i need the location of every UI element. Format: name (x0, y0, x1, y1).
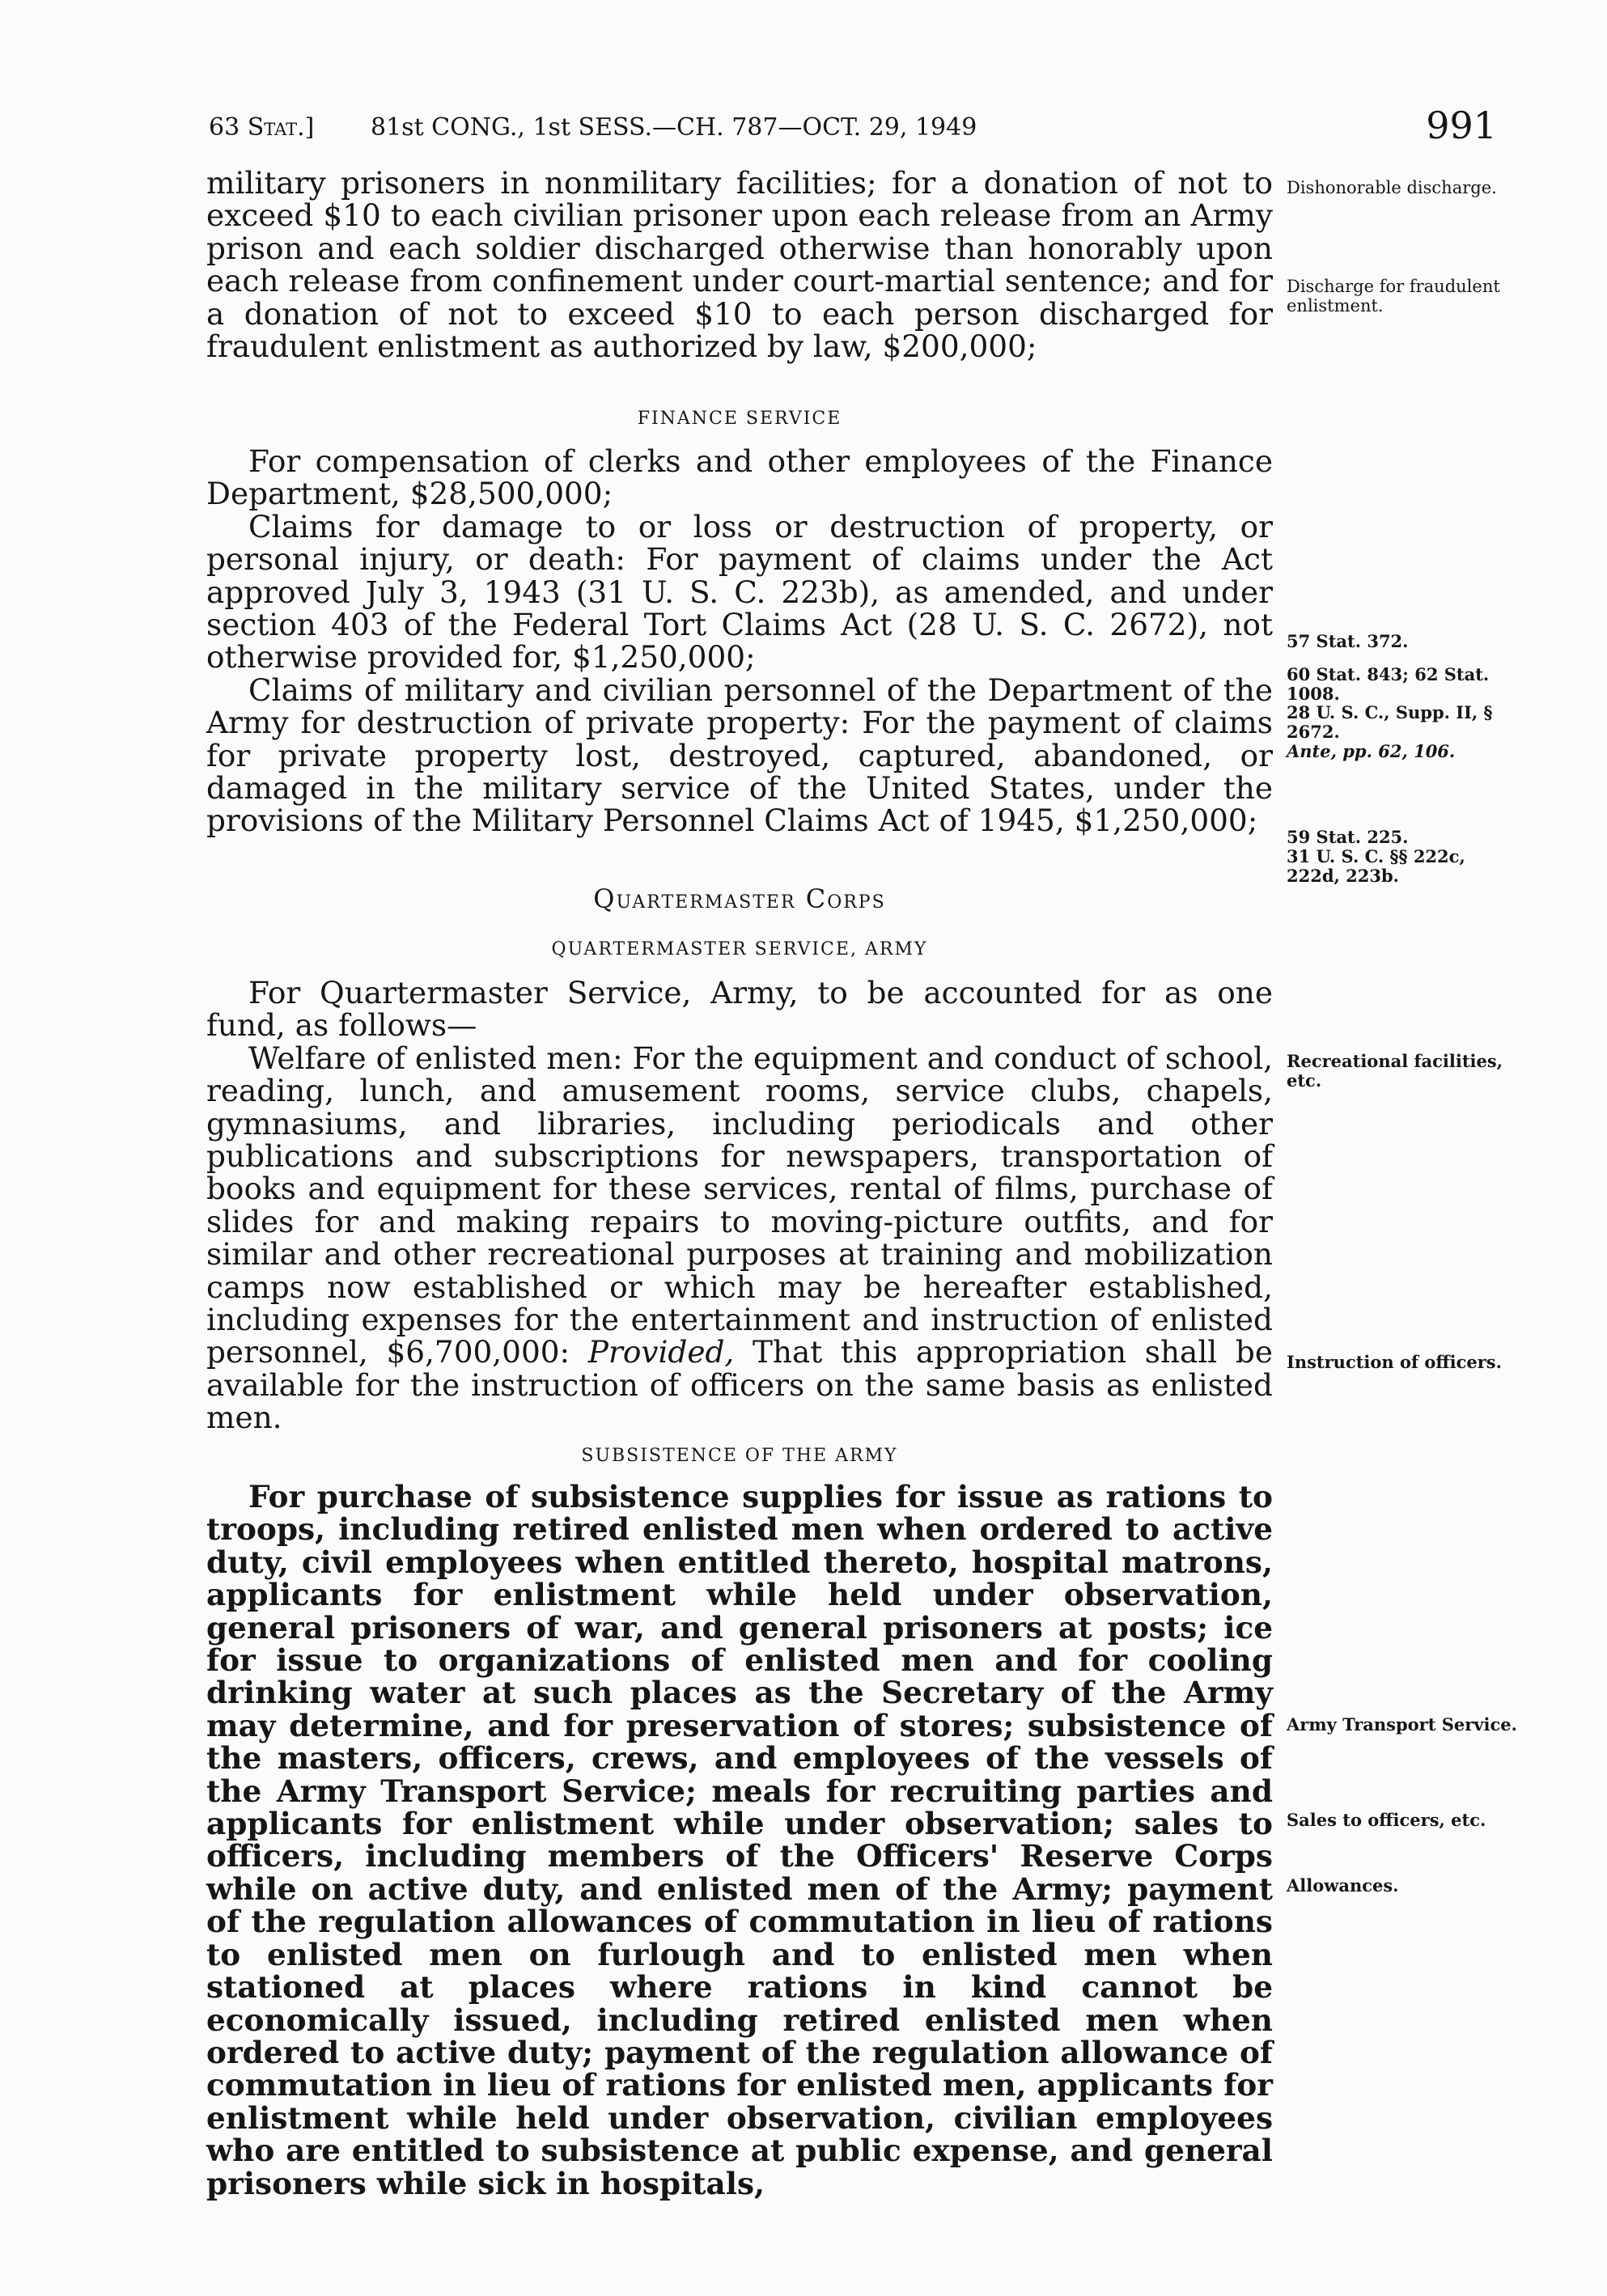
welfare-paragraph (206, 1042, 1273, 1434)
margin-note-instruction: Instruction of officers. (1287, 1352, 1502, 1372)
opening-paragraph-block (206, 165, 1273, 365)
provided-proviso: Provided, (587, 1334, 735, 1370)
margin-note-fraudulent: Discharge for fraudulent enlistment. (1287, 277, 1500, 316)
finance-block (206, 445, 1273, 837)
margin-note-recreational: Recreational facilities, etc. (1287, 1051, 1503, 1091)
margin-note-60-stat: 60 Stat. 843; 62 Stat. 1008. (1287, 664, 1490, 704)
opening-paragraph: military prisoners in nonmilitary facilities; for a donation of not to exceed $10 to each civilian prisoner upon each release from an Army prison and each soldier discharged otherwise than honorably upon each release from confinement under court-martial sentence; and for a donation of not to exceed $10 to each person discharged for fraudulent enlistment as authorized by law, $200,000; (206, 165, 1273, 365)
finance-compensation-paragraph: For compensation of clerks and other employees of the Finance Department, $28,500,000; (206, 443, 1273, 512)
subsistence-block (206, 1481, 1273, 2200)
finance-claims-damage-paragraph: Claims for damage to or loss or destruction of property, or personal injury, or death: For payment of claims under the Act approved July 3, 1943 (31 U. S. C. 223b), as amended, and under section 403 of the Federal Tort Claims Act (28 U. S. C. 2672), not otherwise provided for, $1,250,000; (206, 508, 1273, 676)
subsistence-paragraph: For purchase of subsistence supplies for issue as rations to troops, including retired enlisted men when ordered to active duty, civil employees when entitled thereto, hospital matrons, applicants for enlistment while held under observation, general prisoners of war, and general prisoners at posts; ice for issue to organizations of enlisted men and for cooling drinking water at such places as the Secretary of the Army may determine, and for preservation of stores; subsistence of the masters, officers, crews, and employees of the vessels of the Army Transport Service; meals for recruiting parties and applicants for enlistment while under observation; sales to officers, including members of the Officers' Reserve Corps while on active duty, and enlisted men of the Army; payment of the regulation allowances of commutation in lieu of rations to enlisted men on furlough and to enlisted men when stationed at places where rations in kind cannot be economically issued, including retired enlisted men when ordered to active duty; payment of the regulation allowance of commutation in lieu of rations for enlisted men, applicants for enlistment while held under observation, civilian employees who are entitled to subsistence at public expense, and general prisoners while sick in hospitals, (206, 1479, 1273, 2201)
quartermaster-fund-paragraph: For Quartermaster Service, Army, to be accounted for as one fund, as follows— (206, 975, 1273, 1044)
margin-note-army-transport: Army Transport Service. (1287, 1714, 1517, 1735)
quartermaster-service-heading: QUARTERMASTER SERVICE, ARMY (551, 939, 928, 959)
margin-note-ante: Ante, pp. 62, 106. (1287, 741, 1456, 761)
quartermaster-corps-heading: Quartermaster Corps (593, 883, 886, 914)
finance-service-heading: FINANCE SERVICE (637, 409, 842, 429)
volume-reference: 63 Stat.] (209, 113, 315, 142)
margin-note-31-usc: 31 U. S. C. §§ 222c, 222d, 223b. (1287, 846, 1465, 886)
margin-note-57-stat: 57 Stat. 372. (1287, 631, 1409, 651)
margin-note-59-stat: 59 Stat. 225. (1287, 827, 1409, 847)
margin-note-sales: Sales to officers, etc. (1287, 1810, 1486, 1830)
welfare-text: Welfare of enlisted men: For the equipment and conduct of school, reading, lunch, and amusement rooms, service clubs, chapels, gymnasiums, and libraries, including periodicals and other publications and subscriptions for newspapers, transportation of books and equipment for these services, rental of films, purchase of slides for and making repairs to moving-picture outfits, and for similar and other recreational purposes at training and mobilization camps now established or which may be hereafter established, including expenses for the entertainment and instruction of enlisted personnel, $6,700,000: (206, 1040, 1273, 1370)
margin-note-28-usc: 28 U. S. C., Supp. II, § 2672. (1287, 702, 1493, 742)
quartermaster-block (206, 976, 1273, 1434)
subsistence-heading: SUBSISTENCE OF THE ARMY (581, 1446, 898, 1466)
finance-claims-personnel-paragraph: Claims of military and civilian personnel of the Department of the Army for destruction of private property: For the payment of claims for private property lost, destroyed, captured, abandoned, or damaged in the military service of the United States, under the provisions of the Military Personnel Claims Act of 1945, $1,250,000; (206, 671, 1273, 839)
margin-note-dishonorable: Dishonorable discharge. (1287, 178, 1497, 197)
session-line: 81st CONG., 1st SESS.—CH. 787—OCT. 29, 1949 (371, 113, 977, 142)
margin-note-allowances: Allowances. (1287, 1875, 1399, 1896)
page-header (209, 104, 1497, 157)
page-number: 991 (1426, 104, 1497, 147)
welfare-proviso-text: That this appropriation shall be available for the instruction of officers on the same basis as enlisted men. (206, 1334, 1273, 1436)
